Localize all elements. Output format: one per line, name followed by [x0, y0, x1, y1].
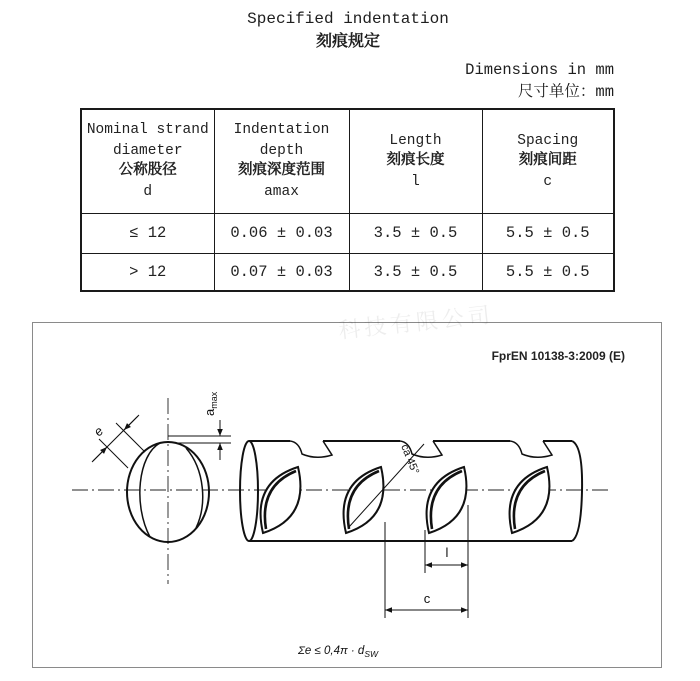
table-row — [81, 253, 614, 291]
cell-spacing: 5.5 ± 0.5 — [482, 253, 614, 291]
header-spacing: Spacing 刻痕间距 c — [482, 109, 614, 213]
cell-depth: 0.07 ± 0.03 — [214, 253, 349, 291]
table-row — [81, 213, 614, 253]
formula-main: Σe ≤ 0,4π · d — [298, 645, 365, 657]
cell-spacing: 5.5 ± 0.5 — [482, 213, 614, 253]
label-amax-main: a — [202, 408, 217, 416]
formula-subscript: SW — [364, 649, 379, 659]
extension-line — [99, 439, 128, 468]
indentation-figure — [33, 323, 661, 667]
label-angle: ca 45° — [398, 442, 422, 477]
units-note: Dimensions in mm — [465, 61, 614, 79]
label-l: l — [445, 545, 449, 560]
indentation-lens — [427, 467, 467, 533]
strand-end-face — [240, 441, 258, 541]
top-indentation — [510, 441, 552, 457]
table-header-row — [81, 109, 614, 213]
standard-reference: FprEN 10138-3:2009 (E) — [491, 349, 625, 363]
cell-length: 3.5 ± 0.5 — [349, 253, 482, 291]
cell-diameter: > 12 — [81, 253, 214, 291]
dimension-arrow — [93, 447, 107, 461]
header-nominal-diameter: Nominal strand diameter 公称股径 d — [81, 109, 214, 213]
extension-line — [116, 423, 145, 452]
cell-diameter: ≤ 12 — [81, 213, 214, 253]
label-e: e — [90, 423, 107, 440]
dimension-arrow — [124, 416, 138, 430]
header-length: Length 刻痕长度 l — [349, 109, 482, 213]
cell-length: 3.5 ± 0.5 — [349, 213, 482, 253]
dimension-amax — [168, 391, 231, 460]
units-note-zh: 尺寸单位：mm — [517, 83, 614, 101]
indentation-lens — [510, 467, 550, 533]
header-indentation-depth: Indentation depth 刻痕深度范围 amax — [214, 109, 349, 213]
indentation-table — [80, 108, 615, 292]
dimension-l — [425, 530, 468, 573]
label-amax-sub: max — [209, 391, 219, 409]
label-amax — [202, 391, 219, 416]
label-c: c — [423, 591, 431, 606]
indentation-figure-panel — [32, 322, 662, 668]
page-title: Specified indentation — [247, 10, 449, 28]
cell-depth: 0.06 ± 0.03 — [214, 213, 349, 253]
page-title-zh: 刻痕规定 — [315, 33, 380, 51]
indentation-lens — [261, 467, 301, 533]
top-indentation — [290, 441, 332, 457]
indentation-lens — [344, 467, 384, 533]
indentation-formula — [297, 645, 379, 659]
strand-right-end — [572, 441, 582, 541]
